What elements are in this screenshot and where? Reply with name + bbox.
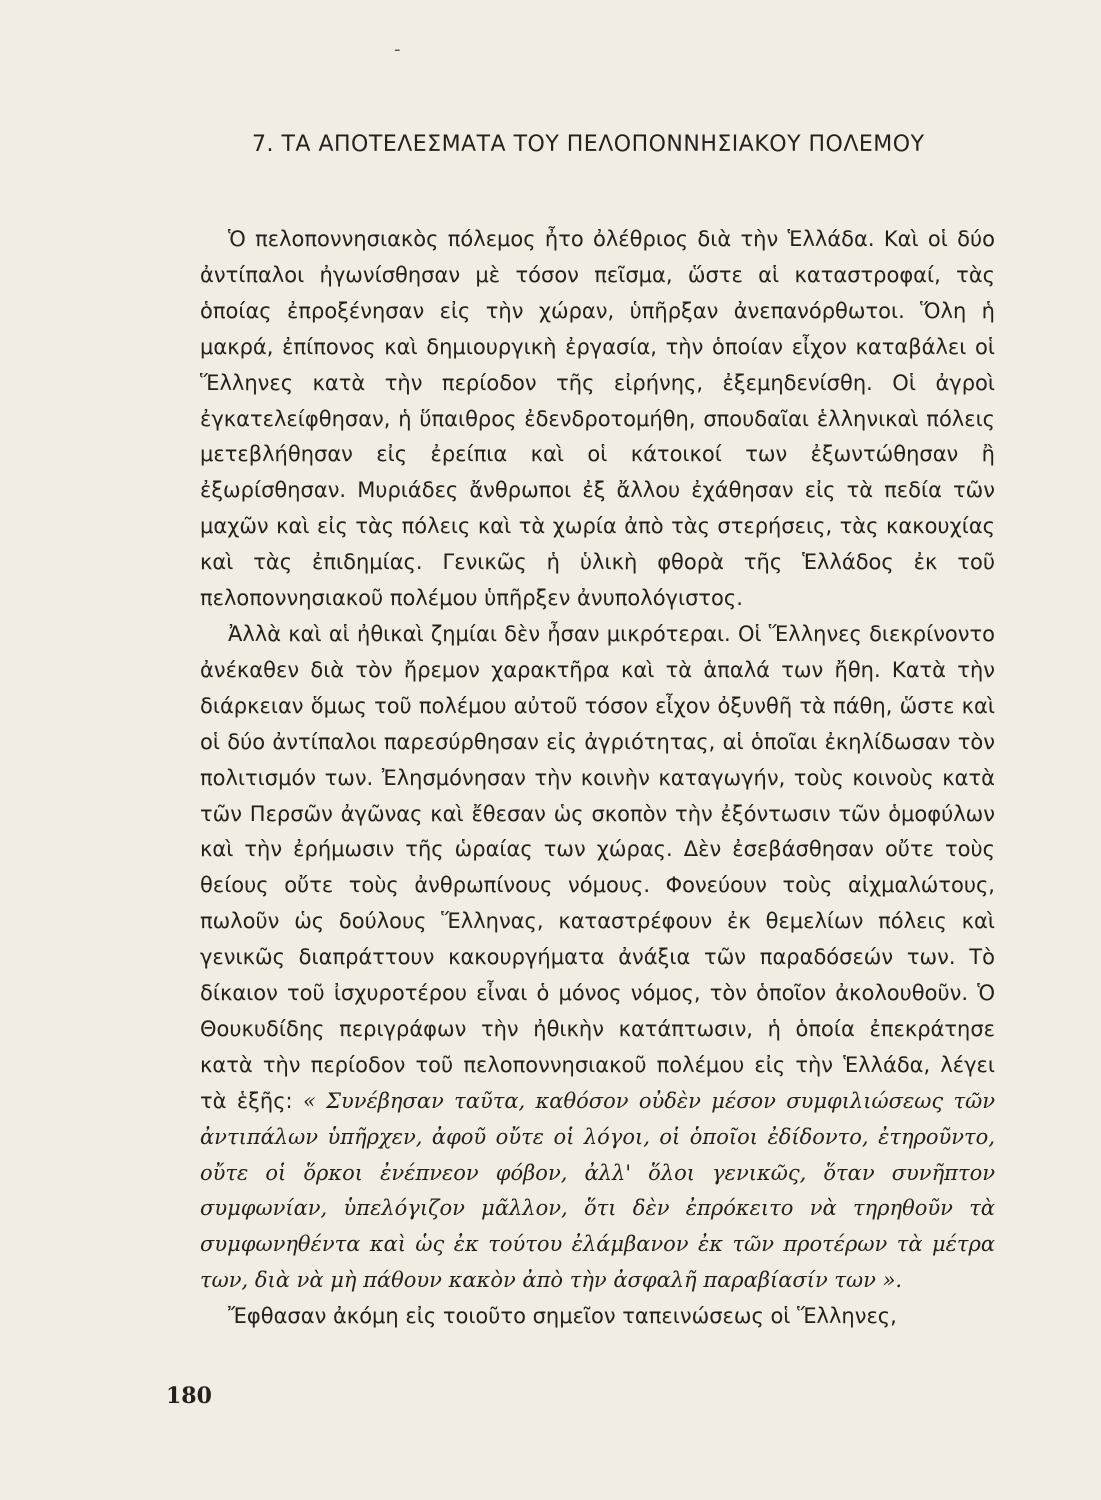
paragraph-2-text: Ἀλλὰ καὶ αἱ ἠθικαὶ ζημίαι δὲν ἦσαν μικρότεραι. Οἱ Ἕλληνες διεκρίνοντο ἀνέκαθεν διὰ τὸν ἤρεμον χαρακτῆρα καὶ τὰ ἁπαλά των ἤθη. Κατὰ τὴν διάρκειαν ὅμως τοῦ πολέμου αὐτοῦ τόσον εἶχον ὀξυνθῆ τὰ πάθη, ὥστε καὶ οἱ δύο ἀντίπαλοι παρεσύρθησαν εἰς ἀγριότητας, αἱ ὁποῖαι ἐκηλίδωσαν τὸν πολιτισμόν των. Ἐλησμόνησαν τὴν κοινὴν καταγωγήν, τοὺς κοινοὺς κατὰ τῶν Περσῶν ἀγῶνας καὶ ἔθεσαν ὡς σκοπὸν τὴν ἐξόντωσιν τῶν ὁμοφύλων καὶ τὴν ἐρήμωσιν τῆς ὡραίας των χώρας. Δὲν ἐσεβάσθησαν οὔτε τοὺς θείους οὔτε τοὺς ἀνθρωπίνους νόμους. Φονεύουν τοὺς αἰχμαλώτους, πωλοῦν ὡς δούλους Ἕλληνας, καταστρέφουν ἐκ θεμελίων πόλεις καὶ γενικῶς διαπράττουν κακουργήματα ἀνάξια τῶν παραδόσεών των. Τὸ δίκαιον τοῦ ἰσχυροτέρου εἶναι ὁ μόνος νόμος, τὸν ὁποῖον ἀκολουθοῦν. Ὁ Θουκυδίδης περιγράφων τὴν ἠθικὴν κατάπτωσιν, ἡ ὁποία ἐπεκράτησε κατὰ τὴν περίοδον τοῦ πελοποννησιακοῦ πολέμου εἰς τὴν Ἑλλάδα, λέγει τὰ ἑξῆς: [200,621,995,1113]
top-mark: - [394,39,401,60]
paragraph-3: Ἔφθασαν ἀκόμη εἰς τοιοῦτο σημεῖον ταπεινώσεως οἱ Ἕλληνες, [228,1304,897,1329]
thucydides-quote: « Συνέβησαν ταῦτα, καθόσον οὐδὲν μέσον συμφιλιώσεως τῶν ἀντιπάλων ὑπῆρχεν, ἀφοῦ οὔτε οἱ λόγοι, οἱ ὁποῖοι ἐδίδοντο, ἐτηροῦντο, οὔτε οἱ ὅρκοι ἐνέπνεον φόβον, ἀλλ' ὅλοι γενικῶς, ὅταν συνῆπτον συμφωνίαν, ὑπελόγιζον μᾶλλον, ὅτι δὲν ἐπρόκειτο νὰ τηρηθοῦν τὰ συμφωνηθέντα καὶ ὡς ἐκ τούτου ἐλάμβανον ἐκ τῶν προτέρων τὰ μέτρα των, διὰ νὰ μὴ πάθουν κακὸν ἀπὸ τὴν ἀσφαλῆ παραβίασίν των ». [200,1088,995,1293]
body-text [200,222,995,1335]
page-number: 180 [166,1383,212,1409]
paragraph-1: Ὁ πελοποννησιακὸς πόλεμος ἦτο ὀλέθριος διὰ τὴν Ἑλλάδα. Καὶ οἱ δύο ἀντίπαλοι ἠγωνίσθησαν μὲ τόσον πεῖσμα, ὥστε αἱ καταστροφαί, τὰς ὁποίας ἐπροξένησαν εἰς τὴν χώραν, ὑπῆρξαν ἀνεπανόρθωτοι. Ὅλη ἡ μακρά, ἐπίπονος καὶ δημιουργικὴ ἐργασία, τὴν ὁποίαν εἶχον καταβάλει οἱ Ἕλληνες κατὰ τὴν περίοδον τῆς εἰρήνης, ἐξεμηδενίσθη. Οἱ ἀγροὶ ἐγκατελείφθησαν, ἡ ὕπαιθρος ἐδενδροτομήθη, σπουδαῖαι ἑλληνικαὶ πόλεις μετεβλήθησαν εἰς ἐρείπια καὶ οἱ κάτοικοί των ἐξωντώθησαν ἢ ἐξωρίσθησαν. Μυριάδες ἄνθρωποι ἐξ ἄλλου ἐχάθησαν εἰς τὰ πεδία τῶν μαχῶν καὶ εἰς τὰς πόλεις καὶ τὰ χωρία ἀπὸ τὰς στερήσεις, τὰς κακουχίας καὶ τὰς ἐπιδημίας. Γενικῶς ἡ ὑλικὴ φθορὰ τῆς Ἑλλάδος ἐκ τοῦ πελοποννησιακοῦ πολέμου ὑπῆρξεν ἀνυπολόγιστος. [200,227,995,611]
paragraph-2 [200,617,995,1299]
chapter-heading: 7. ΤΑ ΑΠΟΤΕΛΕΣΜΑΤΑ ΤΟΥ ΠΕΛΟΠΟΝΝΗΣΙΑΚΟΥ ΠΟΛΕΜΟΥ [252,132,925,157]
